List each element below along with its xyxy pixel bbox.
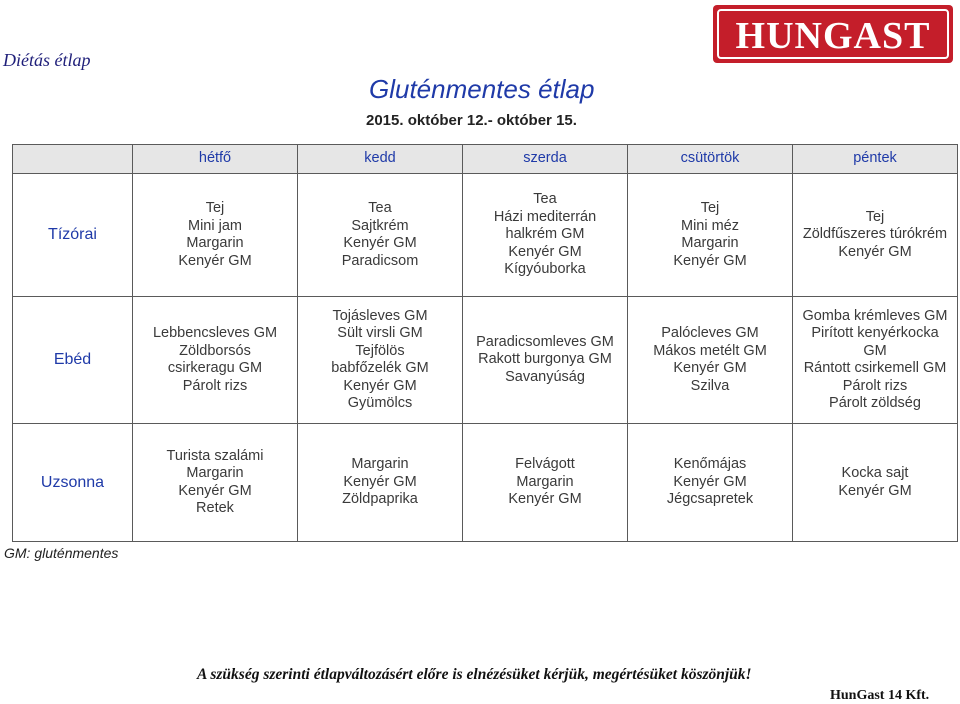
menu-cell-monday — [133, 424, 298, 542]
menu-item: Pirított kenyérkocka — [811, 325, 939, 341]
menu-item: Mini méz — [680, 217, 739, 234]
menu-item: Mákos metélt GM — [653, 342, 767, 359]
meal-row-uzsonna — [13, 424, 958, 542]
day-header-friday: péntek — [793, 145, 958, 174]
menu-cell-friday — [793, 174, 958, 297]
menu-item: Kenyér GM — [838, 243, 912, 260]
menu-item: Savanyúság — [505, 368, 585, 385]
menu-item: Kenyér GM — [673, 473, 747, 490]
menu-item: Kenőmájas — [673, 456, 747, 473]
menu-item: Rakott burgonya GM — [478, 351, 612, 368]
menu-item: Kenyér GM — [673, 252, 747, 269]
menu-item: Kenyér GM — [673, 360, 747, 376]
weekly-menu-table — [12, 144, 958, 542]
menu-cell-wednesday — [463, 174, 628, 297]
menu-item: Palócleves GM — [661, 325, 759, 341]
menu-item: Kenyér GM — [508, 491, 582, 508]
menu-item: Kenyér GM — [343, 377, 417, 394]
menu-item: Kenyér GM — [178, 482, 252, 499]
menu-item: halkrém GM — [505, 226, 585, 243]
gm-legend: GM: gluténmentes — [4, 545, 119, 561]
menu-cell-friday — [793, 424, 958, 542]
menu-item: Szilva — [690, 377, 730, 394]
menu-item: Zöldfűszeres túrókrém — [802, 226, 948, 243]
corner-header — [13, 145, 133, 174]
meal-row-ebed — [13, 297, 958, 424]
menu-item: Kenyér GM — [838, 482, 912, 499]
menu-cell-wednesday — [463, 297, 628, 424]
menu-item: Margarin — [351, 456, 409, 473]
diet-menu-label: Diétás étlap — [3, 50, 91, 70]
menu-cell-friday — [793, 297, 958, 424]
menu-item: babfőzelék GM — [331, 360, 429, 376]
hungast-logo — [713, 5, 953, 63]
menu-item: Kenyér GM — [508, 243, 582, 260]
menu-cell-tuesday — [298, 424, 463, 542]
day-header-wednesday: szerda — [463, 145, 628, 174]
menu-item: Házi mediterrán — [493, 208, 597, 225]
menu-item: Gomba krémleves GM — [802, 307, 948, 324]
menu-item: Kenyér GM — [343, 473, 417, 490]
menu-item: Paradicsomleves GM — [476, 333, 614, 350]
menu-item: Margarin — [186, 235, 244, 251]
menu-cell-thursday — [628, 297, 793, 424]
menu-item: Kenyér GM — [178, 252, 252, 269]
menu-item: GM — [863, 342, 887, 359]
menu-item: Kenyér GM — [343, 235, 417, 251]
date-range: 2015. október 12.- október 15. — [366, 112, 577, 129]
menu-item: Mini jam — [188, 217, 242, 234]
menu-item: Kocka sajt — [841, 465, 909, 481]
menu-item: Kígyóuborka — [504, 261, 586, 278]
company-name: HunGast 14 Kft. — [830, 688, 930, 703]
day-header-row — [13, 145, 958, 174]
menu-item: Tej — [700, 200, 720, 216]
menu-item: Gyümölcs — [347, 395, 413, 411]
menu-cell-tuesday — [298, 174, 463, 297]
meal-label: Uzsonna — [13, 424, 133, 542]
meal-label: Ebéd — [13, 297, 133, 424]
menu-item: Turista szalámi — [166, 447, 264, 464]
menu-item: Jégcsapretek — [666, 491, 754, 508]
day-header-monday: hétfő — [133, 145, 298, 174]
menu-item: Párolt rizs — [182, 377, 248, 394]
menu-cell-thursday — [628, 424, 793, 542]
menu-item: Margarin — [681, 235, 739, 251]
menu-item: Rántott csirkemell GM — [803, 360, 947, 376]
menu-cell-tuesday — [298, 297, 463, 424]
menu-item: Tojásleves GM — [332, 307, 428, 324]
menu-item: Tea — [533, 191, 557, 208]
menu-cell-monday — [133, 174, 298, 297]
menu-item: Lebbencsleves GM — [152, 325, 278, 341]
menu-cell-monday — [133, 297, 298, 424]
footer-note: A szükség szerinti étlapváltozásért előre is elnézésüket kérjük, megértésüket köszönjük! — [197, 666, 752, 683]
menu-item: Retek — [196, 500, 234, 516]
menu-item: Párolt rizs — [842, 377, 908, 394]
menu-item: Zöldborsós — [179, 342, 251, 359]
menu-item: Tej — [205, 200, 225, 216]
menu-item: Sajtkrém — [351, 217, 409, 234]
menu-cell-wednesday — [463, 424, 628, 542]
menu-item: Paradicsom — [341, 252, 419, 269]
menu-item: csirkeragu GM — [167, 360, 263, 376]
day-header-thursday: csütörtök — [628, 145, 793, 174]
menu-item: Margarin — [516, 473, 574, 490]
svg-text:HUNGAST: HUNGAST — [735, 15, 931, 57]
day-header-tuesday: kedd — [298, 145, 463, 174]
menu-item: Felvágott — [515, 456, 575, 473]
page-title: Gluténmentes étlap — [369, 74, 595, 104]
menu-item: Tej — [865, 208, 885, 225]
meal-label: Tízórai — [13, 174, 133, 297]
menu-item: Tea — [368, 200, 392, 216]
meal-row-tizorai — [13, 174, 958, 297]
menu-item: Sült virsli GM — [337, 325, 423, 341]
menu-item: Margarin — [186, 465, 244, 481]
menu-item: Zöldpaprika — [342, 491, 418, 508]
menu-item: Párolt zöldség — [829, 395, 921, 411]
menu-item: Tejfölös — [355, 342, 405, 359]
menu-cell-thursday — [628, 174, 793, 297]
